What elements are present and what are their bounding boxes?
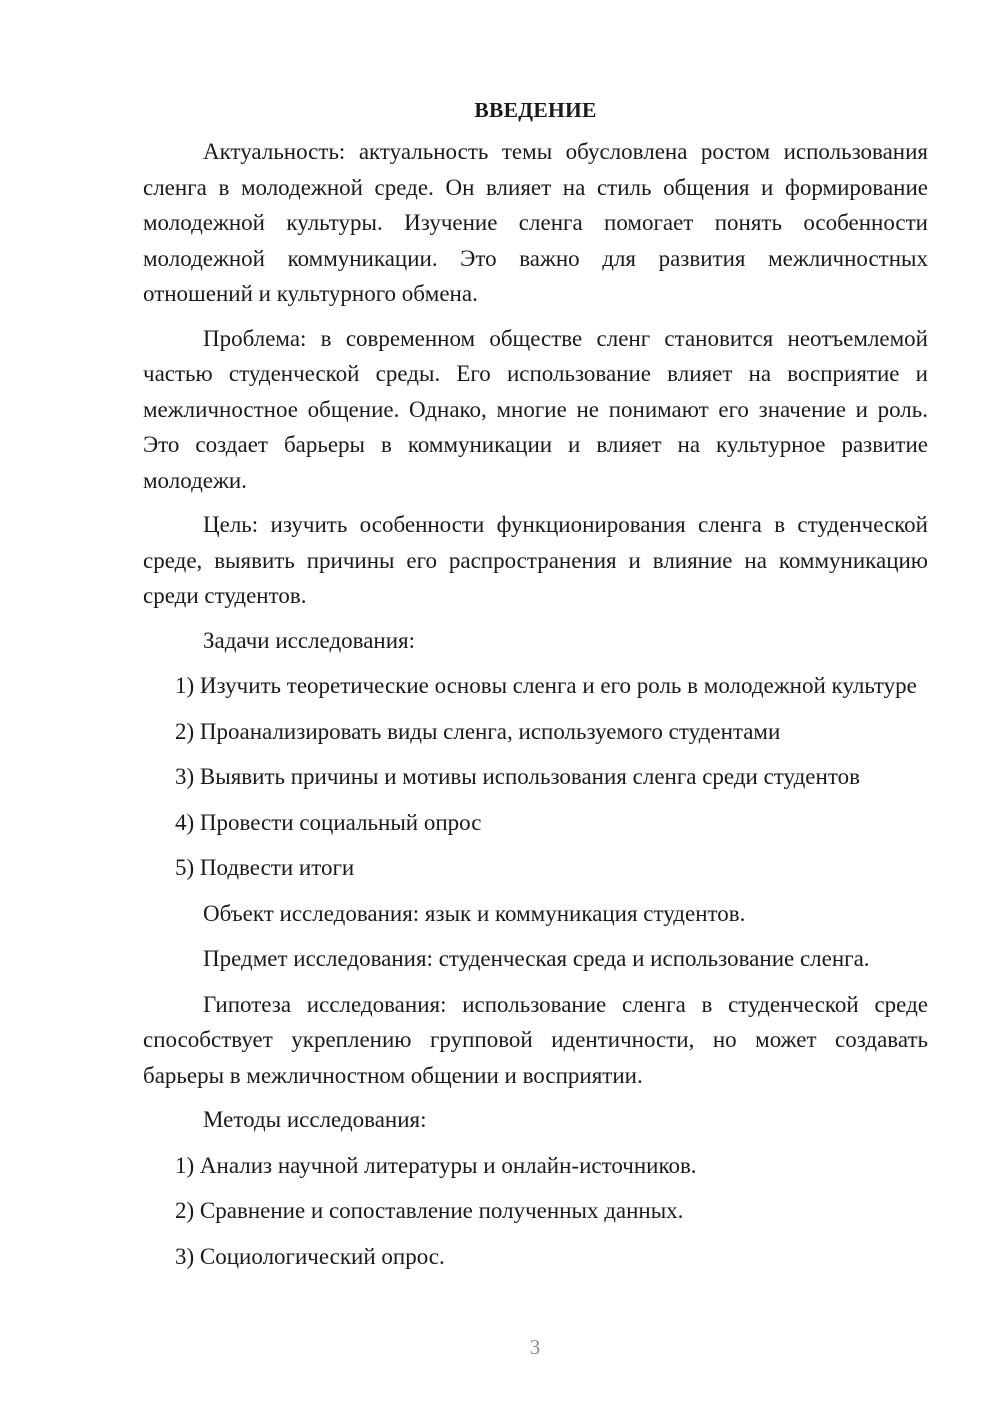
page-number: 3 (529, 1335, 541, 1359)
tasks-heading: Задачи исследования: (203, 627, 416, 653)
goal-paragraph: Цель: изучить особенности функционирования сленга в студенческой среде, выявить причины его распространения и влияние на коммуникацию среди студентов. (143, 512, 928, 608)
task-item: 4) Провести социальный опрос (175, 809, 482, 835)
method-item: 3) Социологический опрос. (175, 1243, 445, 1269)
page-content (143, 94, 928, 1284)
task-item: 5) Подвести итоги (175, 855, 355, 880)
hypothesis-paragraph: Гипотеза исследования: использование сленга в студенческой среде способствует укреплению групповой идентичности, но может создавать барьеры в межличностном общении и восприятии. (143, 991, 928, 1088)
relevance-paragraph: Актуальность: актуальность темы обусловлена ростом использования сленга в молодежной среде. Он влияет на стиль общения и формирование молодежной культуры. Изучение сленга помогает понять особенности молодежной коммуникации. Это важно для развития межличностных отношений и культурного обмена. (143, 139, 928, 306)
methods-heading: Методы исследования: (203, 1107, 427, 1132)
task-item: 3) Выявить причины и мотивы использования сленга среди студентов (175, 764, 860, 789)
method-item: 2) Сравнение и сопоставление полученных данных. (175, 1198, 684, 1223)
task-item: 1) Изучить теоретические основы сленга и его роль в молодежной культуре (175, 673, 917, 698)
task-item: 2) Проанализировать виды сленга, используемого студентами (175, 718, 781, 744)
problem-paragraph: Проблема: в современном обществе сленг становится неотъемлемой частью студенческой среды. Его использование влияет на восприятие и межличностное общение. Однако, многие не понимают его значение и роль. Это создает барьеры в коммуникации и влияет на культурное развитие молодежи. (143, 325, 928, 493)
object-paragraph: Объект исследования: язык и коммуникация студентов. (203, 900, 746, 926)
page-title: ВВЕДЕНИЕ (474, 98, 597, 122)
method-item: 1) Анализ научной литературы и онлайн-источников. (175, 1152, 697, 1178)
subject-paragraph: Предмет исследования: студенческая среда и использование сленга. (203, 946, 870, 971)
